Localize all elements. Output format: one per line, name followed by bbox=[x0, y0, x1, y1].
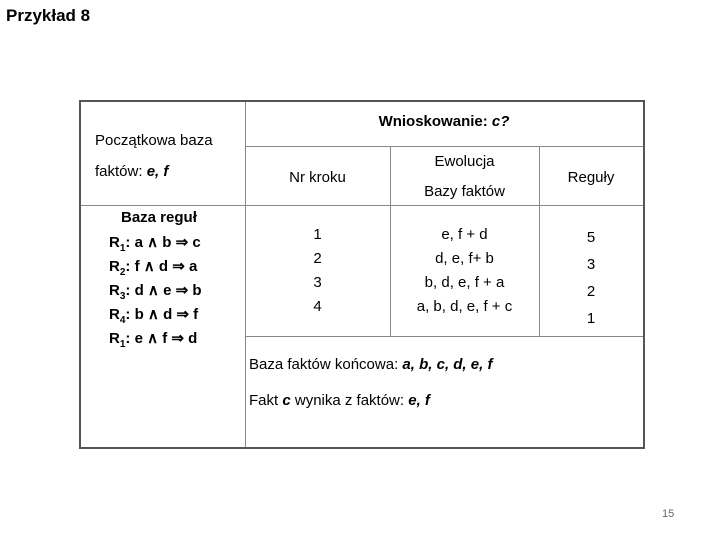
evolution-entry: a, b, d, e, f + c bbox=[416, 298, 513, 315]
divider-header-bottom-left bbox=[81, 205, 245, 206]
rule-index: 1 bbox=[119, 339, 126, 350]
rule-premise-a: b bbox=[134, 306, 144, 323]
rule-item: $R_1$: e ∧ f ⇒ d bbox=[109, 330, 198, 350]
and-symbol: ∧ bbox=[143, 258, 155, 275]
implies-symbol: ⇒ bbox=[171, 330, 184, 347]
divider-header-top-right bbox=[245, 146, 643, 147]
evolution-entry: b, d, e, f + a bbox=[424, 274, 505, 291]
rule-index: 2 bbox=[119, 267, 126, 278]
initial-facts-value bbox=[95, 163, 168, 180]
conclusion-prefix: Fakt bbox=[249, 392, 283, 409]
evolution-column bbox=[390, 223, 539, 319]
divider-summary-top bbox=[245, 336, 643, 337]
rule-premise-b: d bbox=[158, 258, 169, 275]
rules-used-column bbox=[539, 224, 643, 332]
column-header-evolution-1: Ewolucja bbox=[434, 153, 495, 170]
rule-name: R bbox=[109, 282, 120, 299]
inference-header bbox=[245, 113, 643, 130]
conclusion-middle: wynika z faktów: bbox=[290, 392, 409, 409]
divider-subheader-bottom bbox=[245, 205, 643, 206]
implies-symbol: ⇒ bbox=[175, 234, 189, 251]
rule-premise-b: b bbox=[162, 234, 172, 251]
rule-premise-b: f bbox=[162, 330, 168, 347]
steps-column bbox=[245, 223, 390, 319]
rule-used: 5 bbox=[586, 229, 596, 246]
rule-name: R bbox=[109, 330, 120, 347]
rule-premise-a: e bbox=[134, 330, 143, 347]
rule-index: 1 bbox=[119, 243, 126, 254]
conclusion-facts: e, f bbox=[408, 392, 430, 409]
initial-facts-label: Początkowa baza bbox=[95, 132, 213, 149]
step-number: 2 bbox=[313, 250, 322, 267]
rule-name: R bbox=[109, 306, 120, 323]
rule-item: $R_4$: b ∧ d ⇒ f bbox=[109, 306, 199, 326]
rules-base-title: Baza reguł bbox=[121, 209, 197, 226]
evolution-entry: e, f + d bbox=[441, 226, 488, 243]
step-number: 1 bbox=[313, 226, 322, 243]
initial-facts-prefix: faktów: bbox=[95, 163, 147, 180]
rule-premise-a: f bbox=[134, 258, 140, 275]
rule-used: 2 bbox=[586, 283, 596, 300]
rule-used: 1 bbox=[586, 310, 596, 327]
page-number: 15 bbox=[662, 508, 675, 520]
column-header-evolution-2: Bazy faktów bbox=[424, 183, 505, 200]
rule-item: $R_1$: a ∧ b ⇒ c bbox=[109, 234, 201, 254]
implies-symbol: ⇒ bbox=[172, 258, 185, 275]
rule-index: 4 bbox=[119, 315, 126, 326]
rule-premise-a: d bbox=[134, 282, 144, 299]
implies-symbol: ⇒ bbox=[176, 306, 189, 323]
evolution-entry: d, e, f+ b bbox=[435, 250, 494, 267]
step-number: 4 bbox=[313, 298, 322, 315]
rule-name: R bbox=[109, 234, 120, 251]
rule-conclusion: b bbox=[192, 282, 202, 299]
conclusion-fact: c bbox=[282, 392, 291, 409]
rule-conclusion: d bbox=[188, 330, 198, 347]
rule-used: 3 bbox=[586, 256, 596, 273]
rule-conclusion: a bbox=[189, 258, 198, 275]
final-facts-label: Baza faktów końcowa: bbox=[249, 356, 403, 373]
inference-goal: c? bbox=[491, 113, 510, 130]
inference-table bbox=[79, 100, 645, 449]
rule-conclusion: c bbox=[192, 234, 201, 251]
and-symbol: ∧ bbox=[147, 330, 159, 347]
step-number: 3 bbox=[313, 274, 322, 291]
rules-list bbox=[109, 231, 202, 351]
slide-title: Przykład 8 bbox=[6, 6, 91, 25]
final-facts-list: a, b, c, d, e, f bbox=[402, 356, 493, 373]
rule-item: $R_3$: d ∧ e ⇒ b bbox=[109, 282, 202, 302]
and-symbol: ∧ bbox=[147, 306, 159, 323]
inference-header-label: Wnioskowanie: bbox=[378, 113, 492, 130]
and-symbol: ∧ bbox=[147, 282, 159, 299]
rule-item: $R_2$: f ∧ d ⇒ a bbox=[109, 258, 198, 278]
initial-facts-list: e, f bbox=[146, 163, 169, 180]
and-symbol: ∧ bbox=[147, 234, 159, 251]
rule-premise-a: a bbox=[134, 234, 143, 251]
rule-premise-b: e bbox=[163, 282, 172, 299]
conclusion-line bbox=[249, 392, 430, 409]
column-header-step: Nr kroku bbox=[289, 169, 346, 186]
rule-premise-b: d bbox=[163, 306, 173, 323]
final-facts bbox=[249, 356, 492, 373]
implies-symbol: ⇒ bbox=[175, 282, 189, 299]
column-header-rules: Reguły bbox=[567, 169, 615, 186]
rule-index: 3 bbox=[119, 291, 126, 302]
rule-name: R bbox=[109, 258, 120, 275]
rule-conclusion: f bbox=[193, 306, 199, 323]
